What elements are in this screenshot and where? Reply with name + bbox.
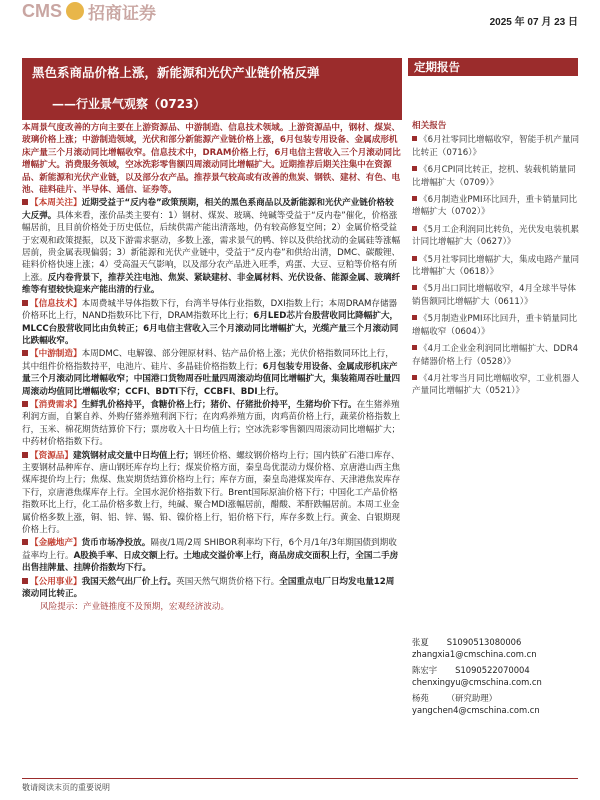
report-subtitle: ——行业景气观察（0723） [52,97,206,111]
section-text: 猪价、仔猪批价持平，生猪均价下行。 [210,399,357,410]
section-text: 钢坯价格、螺纹钢价格均上行；国内铁矿石港口库存、主要钢材品种库存、唐山钢坯库存均上行； [22,450,400,473]
section-tag: 【本周关注】 [30,198,82,209]
section-tail: 反内卷背景下，推荐关注电池、焦炭、紧缺建材、非金属材料、光伏设备、能源金属、玻璃纤维等有望较快迎来产能出清的行业。 [22,272,401,296]
section-resources [22,450,402,537]
related-report-link[interactable]: 《6月制造业PMI环比回升，重卡销量同比增幅扩大（0702）》 [412,195,578,218]
bullet-square-icon [412,166,417,171]
analyst-name: 张夏 [412,637,429,647]
page-footer: 敬请阅读末页的重要说明 [22,778,578,793]
bullet-square-icon [412,345,417,350]
analyst-name: 杨苑 [412,692,429,703]
section-lead: 建筑钢材成交量中日均值上行； [72,450,194,461]
logo-cn-text: 招商证券 [88,3,156,24]
section-tag: 【信息技术】 [30,298,82,309]
section-finance [22,537,402,574]
related-report-link[interactable]: 《4月社零当月同比增幅收窄，工业机器人产量同比增幅扩大（0521）》 [412,373,580,397]
report-date: 2025 年 07 月 23 日 [489,17,578,28]
title-banner [22,58,402,120]
report-title: 黑色系商品价格上涨，新能源和光伏产业链价格反弹 [32,65,320,80]
section-tag: 【消费需求】 [30,399,82,410]
related-report-item[interactable] [412,373,582,398]
risk-warning: 风险提示：产业链推度不及预期，宏观经济波动。 [40,602,230,613]
bullet-square-icon [412,256,417,261]
related-report-item[interactable] [412,343,582,368]
section-tag: 【资源品】 [30,450,73,461]
section-lead: 生鲜乳价格持平，食糖价格上行； [81,399,211,410]
report-type-header: 定期报告 [408,58,578,76]
summary-paragraph: 本周景气度改善的方向主要在上游资源品、中游制造、信息技术领域。上游资源品中，钢材、煤炭、玻璃价格上涨；中游制造领域，光伏和部分新能源产业链价格上涨，6月包装专用设备、金属成形机床产量三个月滚动同比增幅收窄。信息技术中，DRAM价格上行，6月电信主营收入三个月滚动同比增幅扩大。消费服务领域，空冰洗彩零售额四周滚动同比增幅扩大。近期推荐后期关注集中在资源品、新能源和光伏产业链，以及部分农产品。推荐景气较高或有改善的焦炭、钢铁、建材、有色、电池、硅料硅片、半导体、通信、证券等。 [22,123,401,196]
section-tag: 【金融地产】 [30,538,82,549]
related-reports-heading: 相关报告 [412,121,447,131]
analyst-row [412,664,582,676]
bullet-square-icon [22,452,28,458]
analyst-row [412,636,582,648]
analyst-email[interactable]: chenxingyu@cmschina.com.cn [412,677,542,688]
related-report-link[interactable]: 《6月社零同比增幅收窄，智能手机产量同比转正（0716）》 [412,135,580,158]
related-report-link[interactable]: 《5月制造业PMI环比回升，重卡销量同比增幅收窄（0604）》 [412,314,578,337]
related-report-link[interactable]: 《5月工企利润同比转负，光伏发电装机累计同比增幅扩大（0627）》 [412,224,580,248]
section-tail: 在生猪养殖利润方面，自繁自养、外购仔猪养殖利润下行；在肉鸡养殖方面，肉鸡苗价格上行，蔬菜价格指数上行，玉米、棉花期货结算价下行；票房收入十日均值上行；空冰洗彩零售额四周滚动同比增幅扩大；中药材价格指数下行。 [22,399,401,448]
analyst-id: S1090513080006 [446,637,522,647]
section-it [22,298,402,348]
bullet-square-icon [412,226,417,231]
bullet-square-icon [412,196,417,201]
logo-mark-icon [66,2,84,20]
logo-cms-text: CMS [22,0,62,21]
bullet-square-icon [412,315,417,320]
related-report-item[interactable] [412,313,582,338]
bullet-square-icon [22,199,28,205]
section-text: 本周DMC、电解镍、部分锂原材料、钴产品价格上涨；光伏价格指数同环比上行，其中组件价格指数持平，电池片、硅片、多晶硅价格指数上行； [22,349,394,372]
section-lead: 货币市场净投放。 [81,538,151,549]
analyst-email[interactable]: yangchen4@cmschina.com.cn [412,705,540,716]
bullet-square-icon [22,539,28,545]
bullet-square-icon [412,136,417,141]
related-report-item[interactable] [412,164,582,189]
section-text: 本周费城半导体指数下行，台湾半导体行业指数，DXI指数上行；本周DRAM存储器价格环比上行，NAND指数环比下行，DRAM指数环比上行； [22,298,398,322]
related-report-item[interactable] [412,134,582,159]
bullet-square-icon [412,375,417,380]
section-lead: 近期受益于“反内卷”政策预期，相关的黑色系商品以及新能源和光伏产业链价格较大反弹。 [22,198,394,221]
bullet-square-icon [412,285,417,290]
related-report-item[interactable] [412,224,582,249]
section-lead: 我国天然气出厂价上行。 [81,576,177,587]
analyst-list [412,636,582,719]
section-tail: 全国重点电厂日均发电量12周滚动同比转正。 [22,576,395,600]
related-reports [412,120,582,403]
analyst-email[interactable]: zhangxia1@cmschina.com.cn [412,649,537,660]
section-tag: 【公用事业】 [30,576,82,587]
section-focus [22,197,402,296]
bullet-square-icon [22,300,28,306]
section-tail: 煤炭价格方面，秦皇岛优混动力煤价格、京唐港山西主焦煤库提价均上行；焦煤、焦炭期货结算价格均上行；库存方面，秦皇岛港煤炭库存、天津港焦炭库存下行，京唐港焦煤库存上行。全国水泥价格指数下行。Brent国际原油价格下行；中国化工产品价格指数环比上行，化工品价格多数上行，纯碱、聚合MDI涨幅居前，醋酸、苯酐跌幅居前。本周工业金属价格多数上涨，铜、铝、锌、锡、铅、镍价格上行，铝价格下行，库存多数上行。黄金、白银期现价格上行。 [22,462,401,535]
related-report-link[interactable]: 《5月社零同比增幅扩大，集成电路产量同比增幅扩大（0618）》 [412,254,580,278]
section-consumer [22,399,402,449]
analyst-row [412,692,582,704]
bullet-square-icon [22,401,28,407]
section-tail: 6月LED芯片台股营收同比降幅扩大，MLCC台股营收同比由负转正；6月电信主营收入三个月滚动同比增幅扩大，光缆产量三个月滚动同比跌幅收窄。 [22,311,399,346]
bullet-square-icon [22,350,28,356]
section-text: 英国天然气期货价格下行。 [176,576,280,587]
analyst-id: （研究助理） [446,692,497,703]
section-tail: 6月包装专用设备、金属成形机床产量三个月滚动同比增幅收窄；中国港口货物周吞吐量四周滚动均值同比增幅扩大，集装箱周吞吐量四周滚动均值同比增幅收窄；CCFI、BDTI下行，CCBFI、BDI上行。 [22,361,401,397]
related-report-item[interactable] [412,194,582,219]
analyst-id: S1090522070004 [455,664,530,675]
section-text: 隔夜/1周/2周 SHIBOR利率均下行，6个月/1年/3年期国债到期收益率均上行。 [22,538,397,561]
related-report-link[interactable]: 《5月出口同比增幅收窄，4月全球半导体销售额同比增幅扩大（0611）》 [412,284,577,307]
section-utilities [22,576,402,601]
related-report-item[interactable] [412,254,582,279]
section-tag: 【中游制造】 [30,349,82,360]
company-logo [22,0,156,22]
section-tail: A股换手率、日成交额上行。土地成交溢价率上行，商品房成交面积上行，全国二手房出售挂牌量、挂牌价指数均下行。 [22,550,399,574]
related-report-link[interactable]: 《4月工企业金利润同比增幅扩大、DDR4存储器价格上行（0528）》 [412,344,579,367]
main-content [22,122,402,614]
section-manufacturing [22,348,402,398]
related-report-link[interactable]: 《6月CPI同比转正，挖机、装载机销量同比增幅扩大（0709）》 [412,165,576,188]
bullet-square-icon [22,578,28,584]
analyst-name: 陈宏宇 [412,664,438,675]
related-report-item[interactable] [412,283,582,308]
section-text: 具体来看，涨价品类主要有：1）钢材、煤炭、玻璃、纯碱等受益于“反内卷”催化，价格涨幅居前，且目前价格处于历史低位，后续供需产能出清落地，仍有较高修复空间；2）金属价格受益于宏观和政策提振，以及下游需求驱动，多数上涨，需求景气的鸭、锌以及供给扰动的金属硅等涨幅居前，贵金属表现偏弱；3）新能源和光伏产业链中，受益于“反内卷”和供给出清，DMC、碳酸锂、硅料价格快速上涨；4）受高温天气影响，以及部分农产品进入旺季，鸡蛋、大豆、豆粕等价格有所上涨。 [22,210,401,283]
